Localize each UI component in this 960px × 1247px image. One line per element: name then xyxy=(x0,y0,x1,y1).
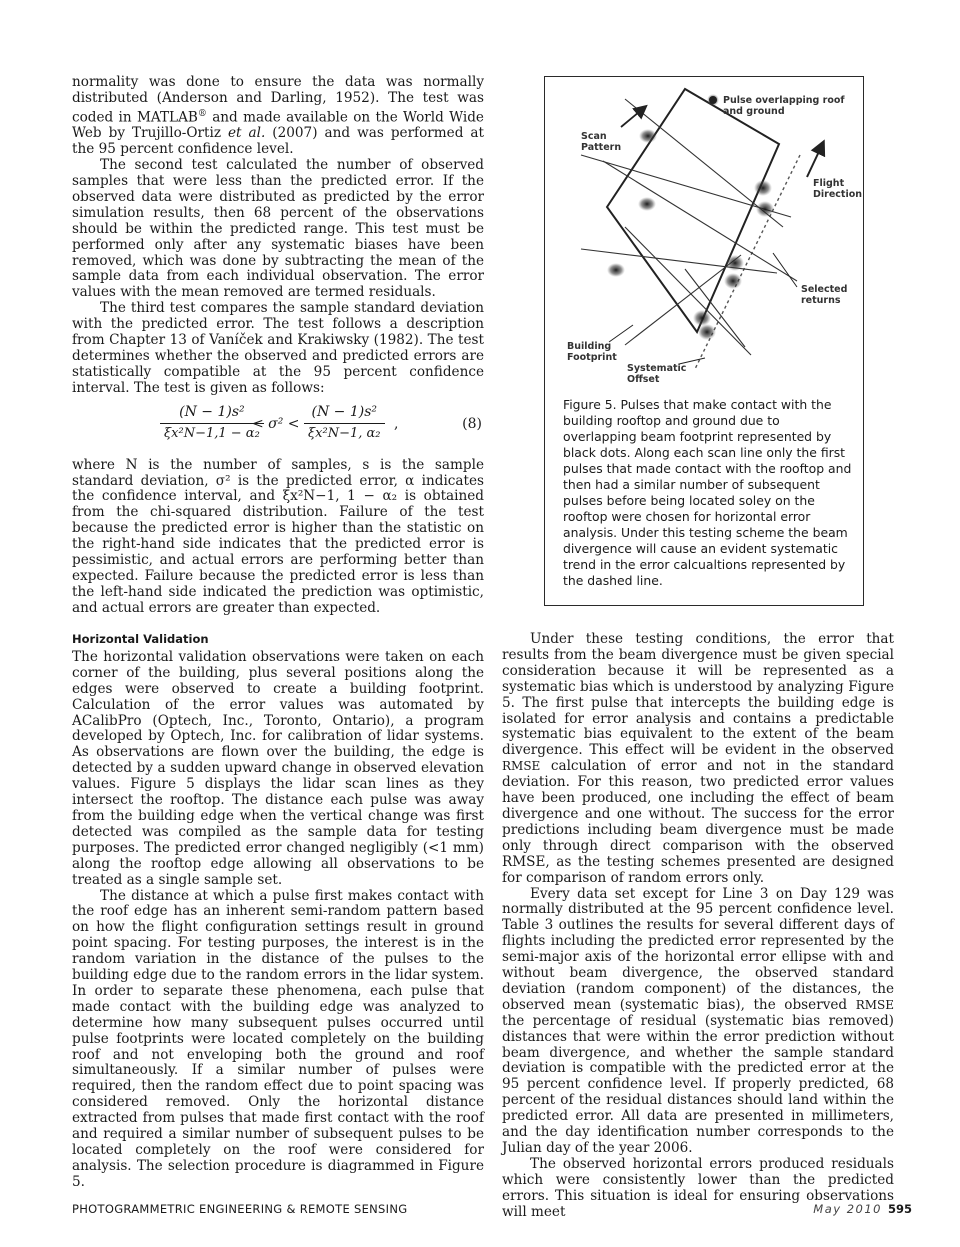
page-number: 595 xyxy=(887,1202,912,1216)
overlap-dot xyxy=(724,273,742,289)
issue-date: May 2010 xyxy=(813,1202,882,1216)
overlap-dot xyxy=(756,201,774,217)
building-footprint-pointer xyxy=(609,325,633,342)
overlap-dot xyxy=(639,129,657,143)
equation-number: (8) xyxy=(462,415,482,432)
page-footer xyxy=(72,1202,912,1220)
figure-label-systematic: Systematic xyxy=(627,363,687,374)
figure-label-scan: Scan xyxy=(581,131,607,142)
flight-direction-arrow xyxy=(807,143,823,177)
paragraph-normality: normality was done to ensure the data was normally distributed (Anderson and Darling, 1952). The test was coded in MATLAB® and made available on the World Wide Web by Trujillo-Ortiz et al. (2007) and was performed at the 95 percent confidence level. xyxy=(72,74,484,158)
paragraph-testing-conditions: Under these testing conditions, the error that results from the beam divergence must be given special consideration because it will be represented as a systematic bias which is understood by analyzing Figure 5. The first pulse that intercepts the building edge is isolated for error analysis and contains a predictable systematic bias equivalent to the extent of the beam divergence. This effect will be evident in the observed RMSE calculation of error and not in the standard deviation. For this reason, two predicted error values have been produced, one including the effect of beam divergence and one without. The success for the error predictions including beam divergence must be made only through direct comparison with the observed RMSE, as the testing schemes presented are designed for comparison of random errors only. xyxy=(502,631,894,886)
equation-right-fraction: $\frac{\text{(N − 1)s²}}{\text{ξx²N−1, α₂}}$ xyxy=(304,405,385,442)
overlap-dot xyxy=(607,263,625,277)
scan-pattern-arrow xyxy=(621,107,645,127)
figure-label-pulse-overlap: Pulse overlapping roof xyxy=(723,95,845,106)
paragraph-normal-distribution: Every data set except for Line 3 on Day 129 was normally distributed at the 95 percent confidence level. Table 3 outlines the results for several different days of flights including the predicted error represented by the semi-major axis of the horizontal error ellipse with and without beam divergence, the observed standard deviation (random component) of the distances, the observed mean (systematic bias), the observed RMSE the percentage of residual (systematic bias removed) distances that were within the error prediction without beam divergence, and whether the sample standard deviation is compatible with the predicted error at the 95 percent confidence level. If properly predicted, 68 percent of the residual distances should land within the predicted error. All data are presented in millimeters, and the day identification number corresponds to the Julian day of the year 2006. xyxy=(502,885,894,1156)
figure-label-flight-line2: Direction xyxy=(813,189,862,200)
overlap-dot xyxy=(754,180,772,196)
scan-line xyxy=(625,227,751,355)
figure-label-flight: Flight xyxy=(813,178,845,189)
paragraph-third-test: The third test compares the sample standard deviation with the predicted error. The test follows a description from Chapter 13 of Vaníček and Krakiwsky (1982). The test determines whether the observed and predicted errors are statistically compatible at the 95 percent confidence interval. The test is given as follows: xyxy=(72,300,484,396)
figure-label-scan-line2: Pattern xyxy=(581,142,622,153)
overlap-dot xyxy=(698,324,716,340)
paragraph-observed-residuals: The observed horizontal errors produced residuals which were consistently lower than the predicted errors. This situation is ideal for ensuring observations will meet xyxy=(502,1155,894,1220)
equation-middle: < σ² < xyxy=(252,415,300,432)
figure-5-diagram xyxy=(545,77,863,397)
left-column-top xyxy=(72,75,484,617)
figure-5 xyxy=(544,76,864,606)
figure-label-building-line2: Footprint xyxy=(567,352,617,363)
figure-label-building: Building xyxy=(567,341,612,352)
paragraph-horizontal-observations: The horizontal validation observations were taken on each corner of the building, plus several positions along the edges were observed to create a building footprint. Calculation of the error values was automated by ACalibPro (Optech, Inc., Toronto, Ontario), a program developed by Optech, Inc. for calibration of lidar systems. As observations are flown over the building, the edge is detected by a sudden upward change in observed elevation values. Figure 5 displays the lidar scan lines as they intersect the rooftop. The distance each pulse was away from the building edge when the vertical change was first detected was compiled as the sample data for testing purposes. The predicted error changed negligibly (<1 mm) along the rooftop edge allowing all observations to be treated as a single sample set. xyxy=(72,648,484,888)
selected-returns-pointer xyxy=(773,253,797,287)
scan-line xyxy=(625,255,741,345)
overlap-dot xyxy=(726,255,744,271)
section-heading-horizontal-validation: Horizontal Validation xyxy=(72,632,209,646)
paragraph-pulse-contact: The distance at which a pulse first makes contact with the roof edge has an inherent semi-random pattern based on how the flight configuration settings result in ground point spacing. For testing purposes, the interest is in the random variation in the distance of the pulses to the building edge due to the random errors in the lidar system. In order to separate these phenomena, each pulse that made contact with the building edge was analyzed to determine how many subsequent pulses occurred until pulse footprints were located completely on the building roof and not enveloping both the ground and roof simultaneously. If a similar number of pulses were required, then the random effect due to point spacing was considered removed. Only the horizontal distance extracted from pulses that made first contact with the roof and required a similar number of subsequent pulses to be located completely on the roof were considered for analysis. The selection procedure is diagrammed in Figure 5. xyxy=(72,887,484,1190)
right-column-bottom xyxy=(502,632,894,1221)
journal-name: PHOTOGRAMMETRIC ENGINEERING & REMOTE SENSING xyxy=(72,1202,408,1216)
figure-label-pulse-overlap-line2: and ground xyxy=(723,106,785,117)
figure-label-selected: Selected xyxy=(801,284,848,295)
overlap-dot xyxy=(693,310,711,326)
figure-caption: Figure 5. Pulses that make contact with the building rooftop and ground due to overlapping beam footprint represented by black dots. Along each scan line only the first pulses that made contact with the rooftop and then had a similar number of subsequent pulses before being located soley on the rooftop were chosen for horizontal error analysis. Under this testing scheme the beam divergence will cause an evident systematic trend in the error calcualtions represented by the dashed line. xyxy=(563,397,852,588)
overlap-dot xyxy=(638,197,656,211)
paragraph-second-test: The second test calculated the number of observed samples that were less than the predicted error. If the observed data were distributed as predicted by the error simulation results, then 68 percent of the observations should be within the predicted range. This test must be performed only after any systematic biases have been removed, which was done by subtracting the mean of the sample data from each individual observation. The error values with the mean removed are termed residuals. xyxy=(72,157,484,301)
figure-label-selected-line2: returns xyxy=(801,295,841,306)
paragraph-where: where N is the number of samples, s is the sample standard deviation, σ² is the predicted error, α indicates the confidence interval, and ξx²N−1, 1 − α₂ is obtained from the chi-squared distribution. Failure of the test because the predicted error is higher than the statistic on the right-hand side indicates that the predicted error is pessimistic, and actual errors are performing better than expected. Failure because the predicted error is less than the left-hand side indicated the prediction was optimistic, and actual errors are greater than expected. xyxy=(72,456,484,616)
equation-8 xyxy=(72,405,484,451)
legend-dot-icon xyxy=(709,96,717,104)
figure-label-systematic-line2: Offset xyxy=(627,374,660,385)
equation-left-fraction: $\frac{\text{(N − 1)s²}}{\text{ξx²N−1,1 − α₂}}$ xyxy=(160,405,264,442)
left-column-bottom xyxy=(72,632,484,1191)
equation-comma: , xyxy=(394,415,399,432)
